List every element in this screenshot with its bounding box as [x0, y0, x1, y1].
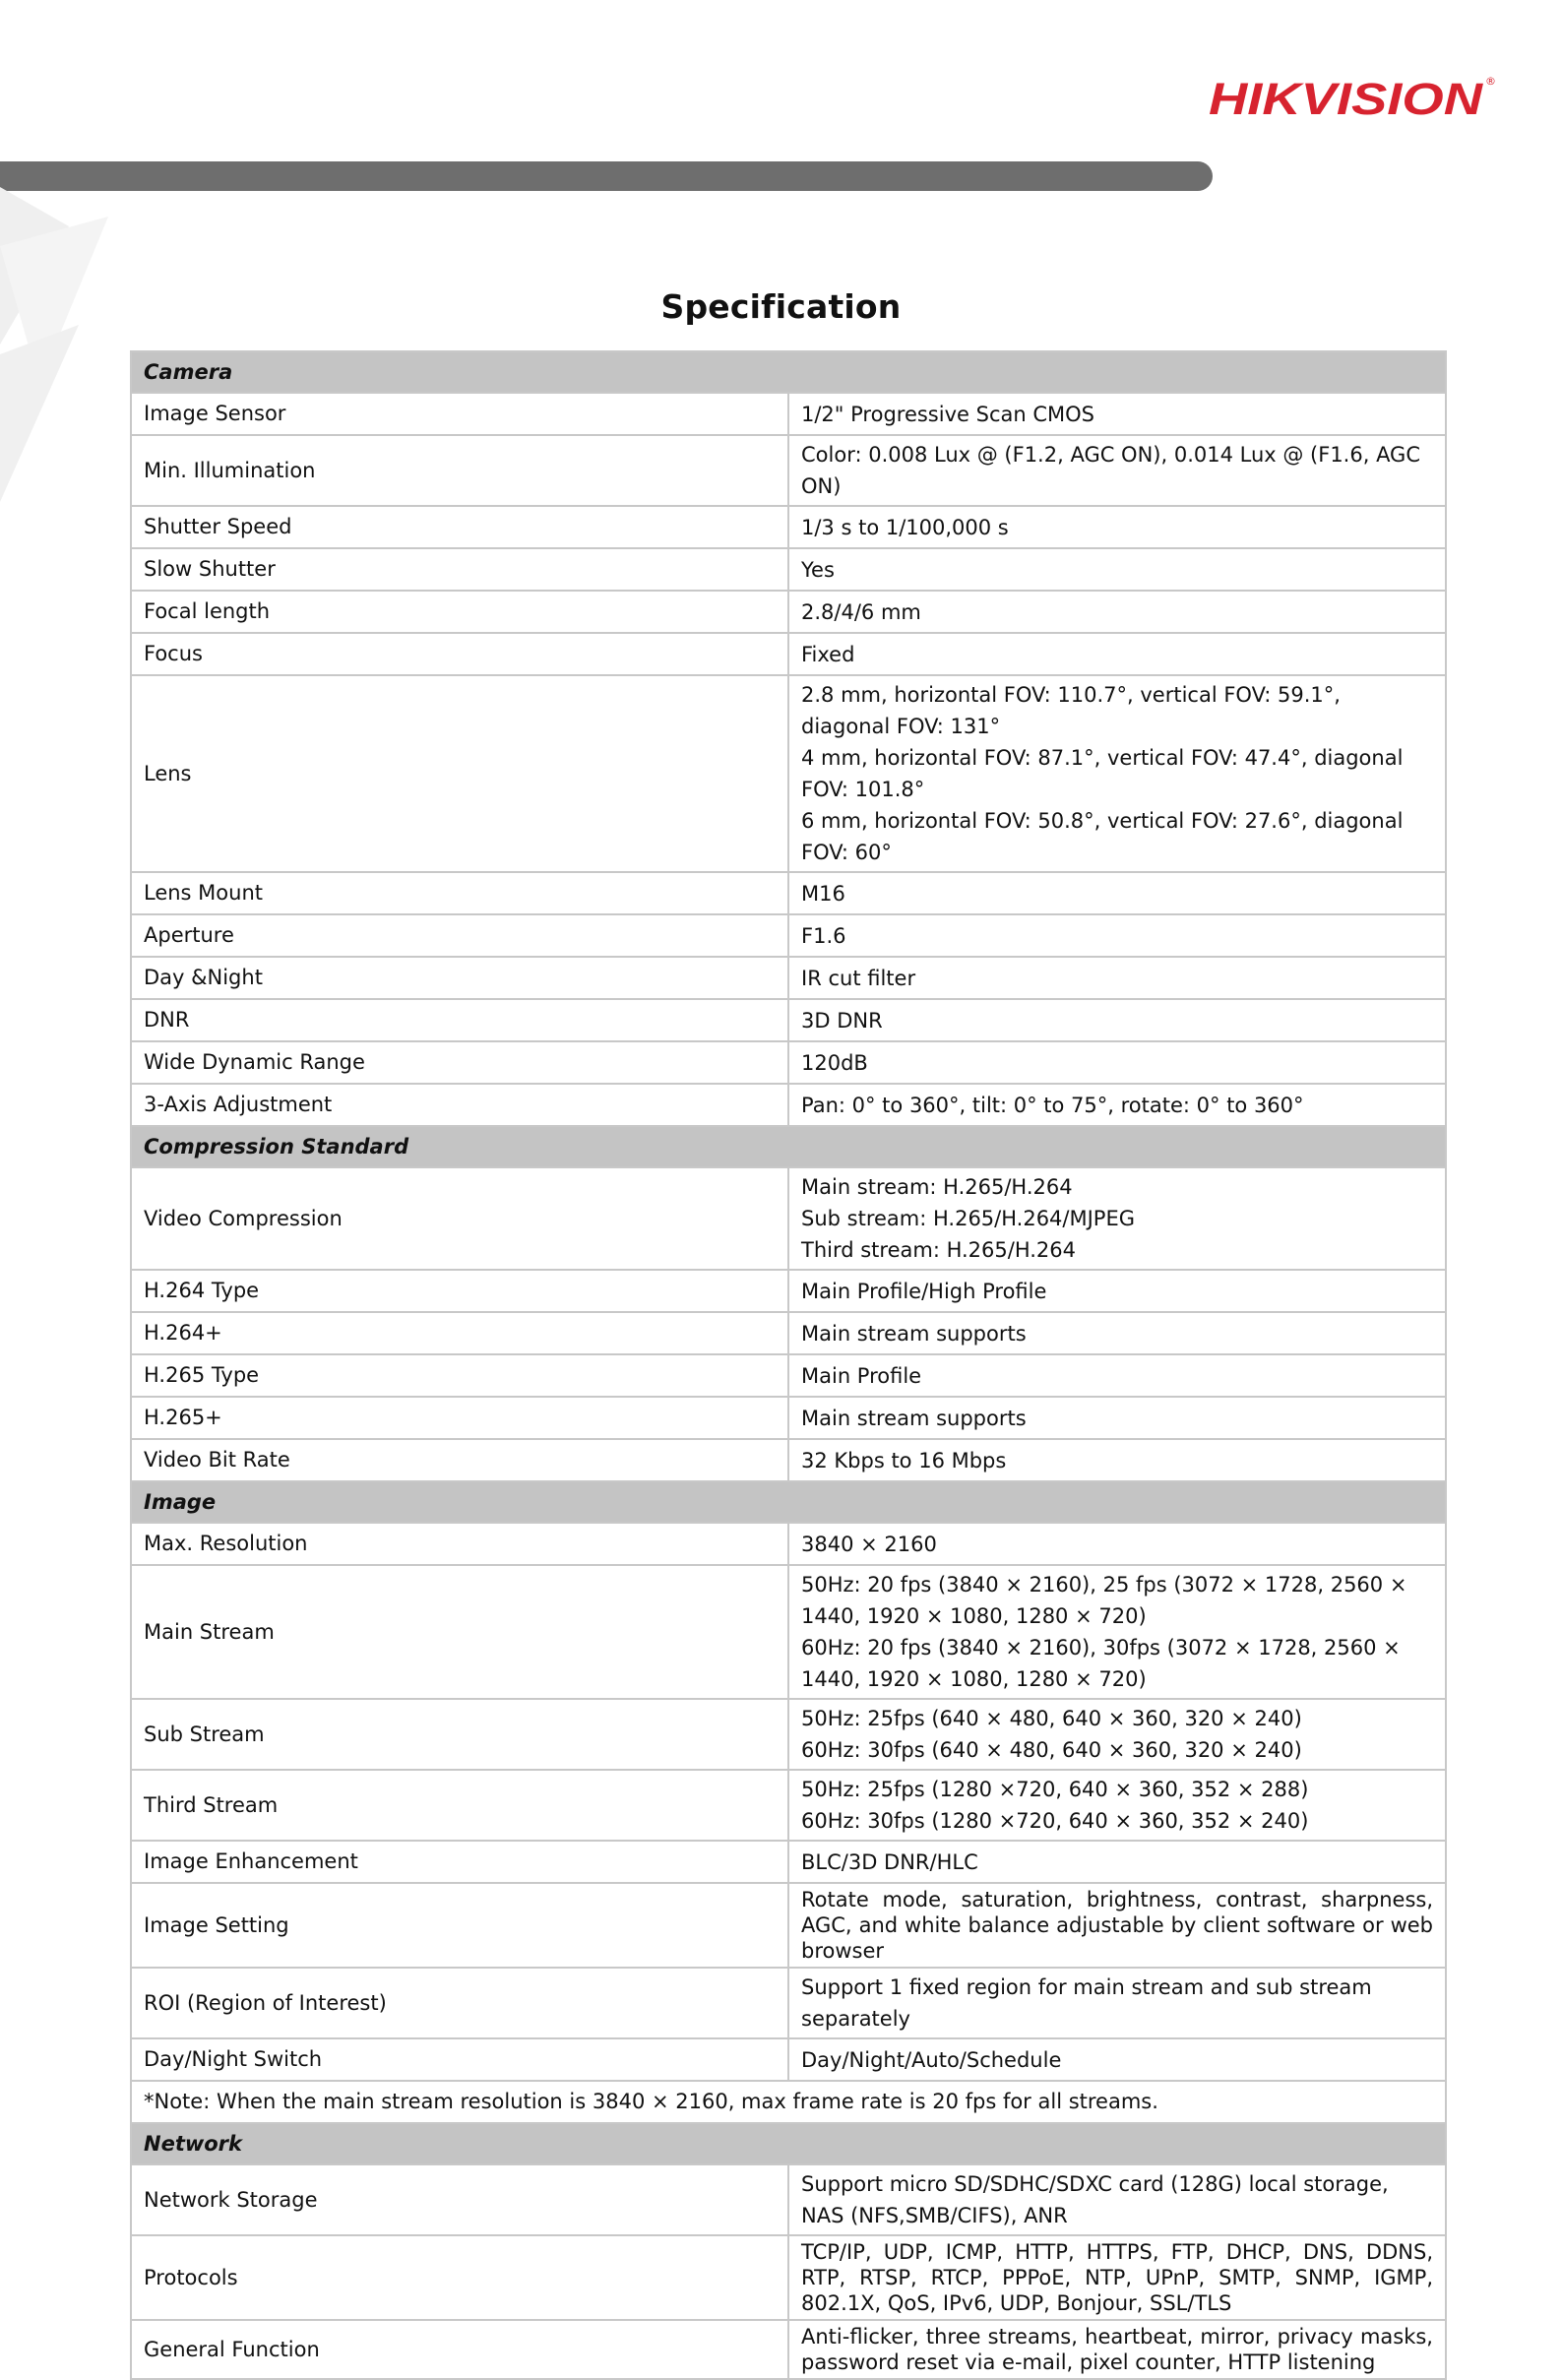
- spec-label: Aperture: [131, 914, 788, 957]
- spec-label: Video Bit Rate: [131, 1439, 788, 1481]
- spec-row-h-264-type: [131, 1270, 1446, 1312]
- spec-row-h-265: [131, 1397, 1446, 1439]
- spec-label: Third Stream: [131, 1770, 788, 1841]
- spec-row-day-night-switch: [131, 2038, 1446, 2081]
- spec-label: General Function: [131, 2320, 788, 2379]
- spec-label: Lens: [131, 675, 788, 872]
- spec-value-line: BLC/3D DNR/HLC: [801, 1849, 978, 1874]
- spec-value: [788, 999, 1446, 1041]
- spec-value: [788, 957, 1446, 999]
- spec-value-line: IR cut filter: [801, 966, 916, 990]
- spec-value: [788, 1084, 1446, 1126]
- spec-value: [788, 1770, 1446, 1841]
- spec-label: Min. Illumination: [131, 435, 788, 506]
- spec-row-dnr: [131, 999, 1446, 1041]
- spec-value-line: Main stream supports: [801, 1321, 1027, 1346]
- spec-value: [788, 591, 1446, 633]
- spec-row-third-stream: [131, 1770, 1446, 1841]
- spec-label: Lens Mount: [131, 872, 788, 914]
- page-title: Specification: [660, 287, 902, 326]
- spec-value: [788, 1565, 1446, 1699]
- spec-row-image-sensor: [131, 393, 1446, 435]
- spec-label: Focus: [131, 633, 788, 675]
- spec-value: [788, 2164, 1446, 2235]
- spec-value: [788, 1968, 1446, 2038]
- spec-value-line: 50Hz: 20 fps (3840 × 2160), 25 fps (3072 × 1728, 2560 × 1440, 1920 × 1080, 1280 × 720): [801, 1573, 1407, 1628]
- section-header-image: [131, 1481, 1446, 1523]
- spec-value: [788, 1439, 1446, 1481]
- watermark-decoration: [0, 187, 118, 512]
- spec-value: [788, 2038, 1446, 2081]
- spec-row-lens: [131, 675, 1446, 872]
- spec-row-wide-dynamic-range: [131, 1041, 1446, 1084]
- spec-label: H.264+: [131, 1312, 788, 1354]
- spec-row-shutter-speed: [131, 506, 1446, 548]
- spec-value-line: 120dB: [801, 1050, 868, 1075]
- spec-value-line: Rotate mode, saturation, brightness, contrast, sharpness, AGC, and white balance adjustable by client software or web browser: [801, 1888, 1433, 1963]
- spec-row-video-compression: [131, 1167, 1446, 1270]
- spec-value-line: Main Profile: [801, 1363, 922, 1388]
- hikvision-logo: [1209, 71, 1494, 126]
- spec-value: [788, 1397, 1446, 1439]
- spec-value-line: 60Hz: 20 fps (3840 × 2160), 30fps (3072 × 1728, 2560 × 1440, 1920 × 1080, 1280 × 720): [801, 1636, 1401, 1691]
- spec-row-lens-mount: [131, 872, 1446, 914]
- spec-label: H.264 Type: [131, 1270, 788, 1312]
- spec-value: [788, 548, 1446, 591]
- section-title: Image: [131, 1481, 1446, 1523]
- spec-value: [788, 1041, 1446, 1084]
- spec-label: ROI (Region of Interest): [131, 1968, 788, 2038]
- spec-row-focus: [131, 633, 1446, 675]
- spec-label: Image Sensor: [131, 393, 788, 435]
- spec-row-video-bit-rate: [131, 1439, 1446, 1481]
- spec-row-sub-stream: [131, 1699, 1446, 1770]
- spec-row-network-storage: [131, 2164, 1446, 2235]
- note-row: [131, 2081, 1446, 2123]
- spec-value: [788, 1841, 1446, 1883]
- spec-value: [788, 1699, 1446, 1770]
- spec-label: Day &Night: [131, 957, 788, 999]
- spec-label: 3-Axis Adjustment: [131, 1084, 788, 1126]
- spec-value: [788, 1523, 1446, 1565]
- spec-value-line: 4 mm, horizontal FOV: 87.1°, vertical FOV: 47.4°, diagonal FOV: 101.8°: [801, 746, 1404, 801]
- spec-value-line: Yes: [801, 557, 835, 582]
- spec-label: Shutter Speed: [131, 506, 788, 548]
- spec-value-line: Fixed: [801, 642, 855, 666]
- header-bar: [0, 161, 1213, 191]
- spec-value: [788, 393, 1446, 435]
- spec-value-line: 3840 × 2160: [801, 1532, 937, 1556]
- section-title: Network: [131, 2123, 1446, 2164]
- spec-label: DNR: [131, 999, 788, 1041]
- spec-value-line: 2.8/4/6 mm: [801, 599, 921, 624]
- spec-label: Image Setting: [131, 1883, 788, 1968]
- spec-value-line: 60Hz: 30fps (1280 ×720, 640 × 360, 352 × 240): [801, 1809, 1309, 1833]
- spec-row-protocols: [131, 2235, 1446, 2320]
- spec-row-3-axis-adjustment: [131, 1084, 1446, 1126]
- spec-label: Slow Shutter: [131, 548, 788, 591]
- spec-value: [788, 633, 1446, 675]
- spec-value: [788, 435, 1446, 506]
- spec-value: [788, 506, 1446, 548]
- spec-row-min-illumination: [131, 435, 1446, 506]
- spec-value-line: Pan: 0° to 360°, tilt: 0° to 75°, rotate: 0° to 360°: [801, 1093, 1304, 1117]
- spec-label: Focal length: [131, 591, 788, 633]
- spec-label: Video Compression: [131, 1167, 788, 1270]
- spec-row-image-setting: [131, 1883, 1446, 1968]
- spec-label: Max. Resolution: [131, 1523, 788, 1565]
- spec-label: Protocols: [131, 2235, 788, 2320]
- spec-value-line: 50Hz: 25fps (640 × 480, 640 × 360, 320 × 240): [801, 1707, 1302, 1730]
- spec-value: [788, 1312, 1446, 1354]
- spec-row-roi-region-of-interest: [131, 1968, 1446, 2038]
- spec-value-line: Support 1 fixed region for main stream and sub stream separately: [801, 1975, 1372, 2031]
- spec-row-h-264: [131, 1312, 1446, 1354]
- spec-value-line: TCP/IP, UDP, ICMP, HTTP, HTTPS, FTP, DHCP, DNS, DDNS, RTP, RTSP, RTCP, PPPoE, NTP, UPnP, SMTP, SNMP, IGMP, 802.1X, QoS, IPv6, UDP, Bonjour, SSL/TLS: [801, 2240, 1433, 2315]
- spec-value-line: Main Profile/High Profile: [801, 1279, 1047, 1303]
- section-header-compression-standard: [131, 1126, 1446, 1167]
- spec-label: Main Stream: [131, 1565, 788, 1699]
- spec-value-line: 1/3 s to 1/100,000 s: [801, 515, 1009, 539]
- spec-value-line: 1/2" Progressive Scan CMOS: [801, 402, 1094, 426]
- spec-value: [788, 1167, 1446, 1270]
- section-title: Camera: [131, 351, 1446, 393]
- spec-value-line: Anti-flicker, three streams, heartbeat, mirror, privacy masks, password reset via e-mail, pixel counter, HTTP listening: [801, 2325, 1433, 2374]
- spec-row-day-night: [131, 957, 1446, 999]
- spec-value-line: Color: 0.008 Lux @ (F1.2, AGC ON), 0.014 Lux @ (F1.6, AGC ON): [801, 443, 1420, 498]
- spec-row-max-resolution: [131, 1523, 1446, 1565]
- spec-value-line: Main stream: H.265/H.264: [801, 1175, 1073, 1199]
- spec-label: H.265 Type: [131, 1354, 788, 1397]
- spec-row-focal-length: [131, 591, 1446, 633]
- spec-label: Sub Stream: [131, 1699, 788, 1770]
- spec-label: Image Enhancement: [131, 1841, 788, 1883]
- spec-value-line: 32 Kbps to 16 Mbps: [801, 1448, 1007, 1472]
- spec-value: [788, 1883, 1446, 1968]
- spec-row-aperture: [131, 914, 1446, 957]
- spec-value-line: Main stream supports: [801, 1406, 1027, 1430]
- registered-mark: ®: [1485, 75, 1496, 88]
- spec-value-line: Day/Night/Auto/Schedule: [801, 2047, 1062, 2072]
- spec-value-line: Third stream: H.265/H.264: [801, 1238, 1077, 1262]
- section-header-network: [131, 2123, 1446, 2164]
- spec-value-line: 60Hz: 30fps (640 × 480, 640 × 360, 320 × 240): [801, 1738, 1302, 1762]
- spec-label: Network Storage: [131, 2164, 788, 2235]
- section-title: Compression Standard: [131, 1126, 1446, 1167]
- spec-value: [788, 1270, 1446, 1312]
- logo-text: HIKVISION: [1209, 74, 1484, 124]
- spec-value-line: 3D DNR: [801, 1008, 883, 1033]
- specification-table: [130, 350, 1447, 2380]
- spec-value: [788, 914, 1446, 957]
- spec-row-main-stream: [131, 1565, 1446, 1699]
- spec-value-line: 2.8 mm, horizontal FOV: 110.7°, vertical FOV: 59.1°, diagonal FOV: 131°: [801, 683, 1341, 738]
- section-header-camera: [131, 351, 1446, 393]
- spec-value: [788, 2235, 1446, 2320]
- spec-value-line: M16: [801, 881, 845, 906]
- spec-label: H.265+: [131, 1397, 788, 1439]
- spec-row-slow-shutter: [131, 548, 1446, 591]
- spec-value: [788, 872, 1446, 914]
- spec-value: [788, 2320, 1446, 2379]
- spec-row-image-enhancement: [131, 1841, 1446, 1883]
- spec-label: Wide Dynamic Range: [131, 1041, 788, 1084]
- spec-table-body: [131, 351, 1446, 2379]
- spec-value-line: F1.6: [801, 923, 846, 948]
- spec-value-line: 50Hz: 25fps (1280 ×720, 640 × 360, 352 × 288): [801, 1778, 1309, 1801]
- spec-value: [788, 675, 1446, 872]
- spec-value-line: Sub stream: H.265/H.264/MJPEG: [801, 1207, 1136, 1230]
- spec-value-line: 6 mm, horizontal FOV: 50.8°, vertical FOV: 27.6°, diagonal FOV: 60°: [801, 809, 1404, 864]
- spec-value: [788, 1354, 1446, 1397]
- spec-label: Day/Night Switch: [131, 2038, 788, 2081]
- spec-row-general-function: [131, 2320, 1446, 2379]
- note-text: *Note: When the main stream resolution is 3840 × 2160, max frame rate is 20 fps for all streams.: [131, 2081, 1446, 2123]
- spec-value-line: Support micro SD/SDHC/SDXC card (128G) local storage, NAS (NFS,SMB/CIFS), ANR: [801, 2172, 1389, 2227]
- spec-row-h-265-type: [131, 1354, 1446, 1397]
